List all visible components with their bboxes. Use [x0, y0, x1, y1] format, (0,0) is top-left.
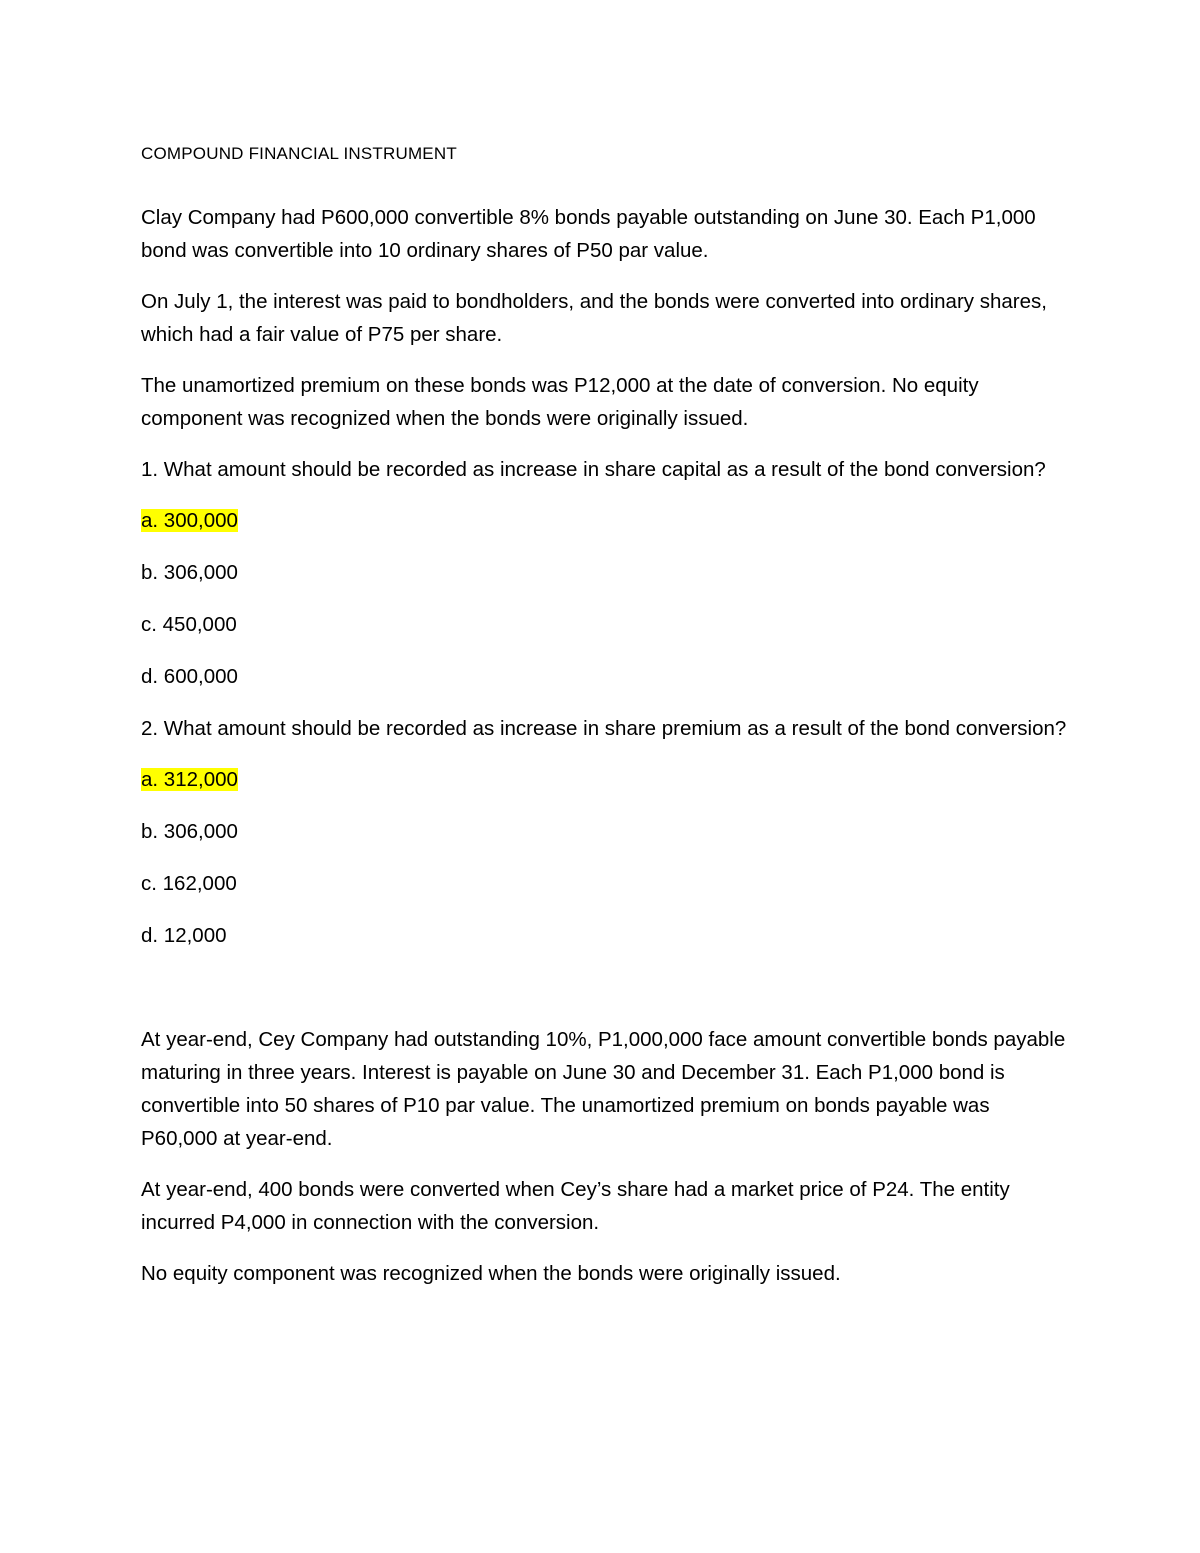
question-2-text: 2. What amount should be recorded as increase in share premium as a result of the bond conversion? [141, 717, 1067, 740]
question-1-option-b: b. 306,000 [141, 561, 238, 584]
intro-paragraph-2: On July 1, the interest was paid to bondholders, and the bonds were converted into ordinary shares, which had a fair value of P75 per share. [141, 290, 1047, 346]
answer-highlight: a. 300,000 [141, 509, 238, 532]
question-1-text: 1. What amount should be recorded as increase in share capital as a result of the bond conversion? [141, 458, 1046, 481]
intro-paragraph-1: Clay Company had P600,000 convertible 8% bonds payable outstanding on June 30. Each P1,000 bond was convertible into 10 ordinary shares of P50 par value. [141, 206, 1036, 262]
question-1-option-a [141, 504, 1071, 537]
question-2-option-d: d. 12,000 [141, 924, 227, 947]
document-heading: COMPOUND FINANCIAL INSTRUMENT [141, 144, 457, 163]
question-1-option-c: c. 450,000 [141, 613, 237, 636]
intro-paragraph-3: The unamortized premium on these bonds was P12,000 at the date of conversion. No equity component was recognized when the bonds were originally issued. [141, 374, 979, 430]
question-1-option-d: d. 600,000 [141, 665, 238, 688]
question-2-option-c: c. 162,000 [141, 872, 237, 895]
question-2-option-b: b. 306,000 [141, 820, 238, 843]
problem-2-paragraph-3: No equity component was recognized when the bonds were originally issued. [141, 1262, 841, 1285]
problem-2-paragraph-2: At year-end, 400 bonds were converted when Cey’s share had a market price of P24. The entity incurred P4,000 in connection with the conversion. [141, 1178, 1010, 1234]
document-page [141, 140, 1071, 1308]
question-2-option-a [141, 763, 1071, 796]
answer-highlight: a. 312,000 [141, 768, 238, 791]
section-spacer [141, 971, 1071, 1023]
problem-2-paragraph-1: At year-end, Cey Company had outstanding 10%, P1,000,000 face amount convertible bonds payable maturing in three years. Interest is payable on June 30 and December 31. Each P1,000 bond is convertible into 50 shares of P10 par value. The unamortized premium on bonds payable was P60,000 at year-end. [141, 1028, 1066, 1150]
